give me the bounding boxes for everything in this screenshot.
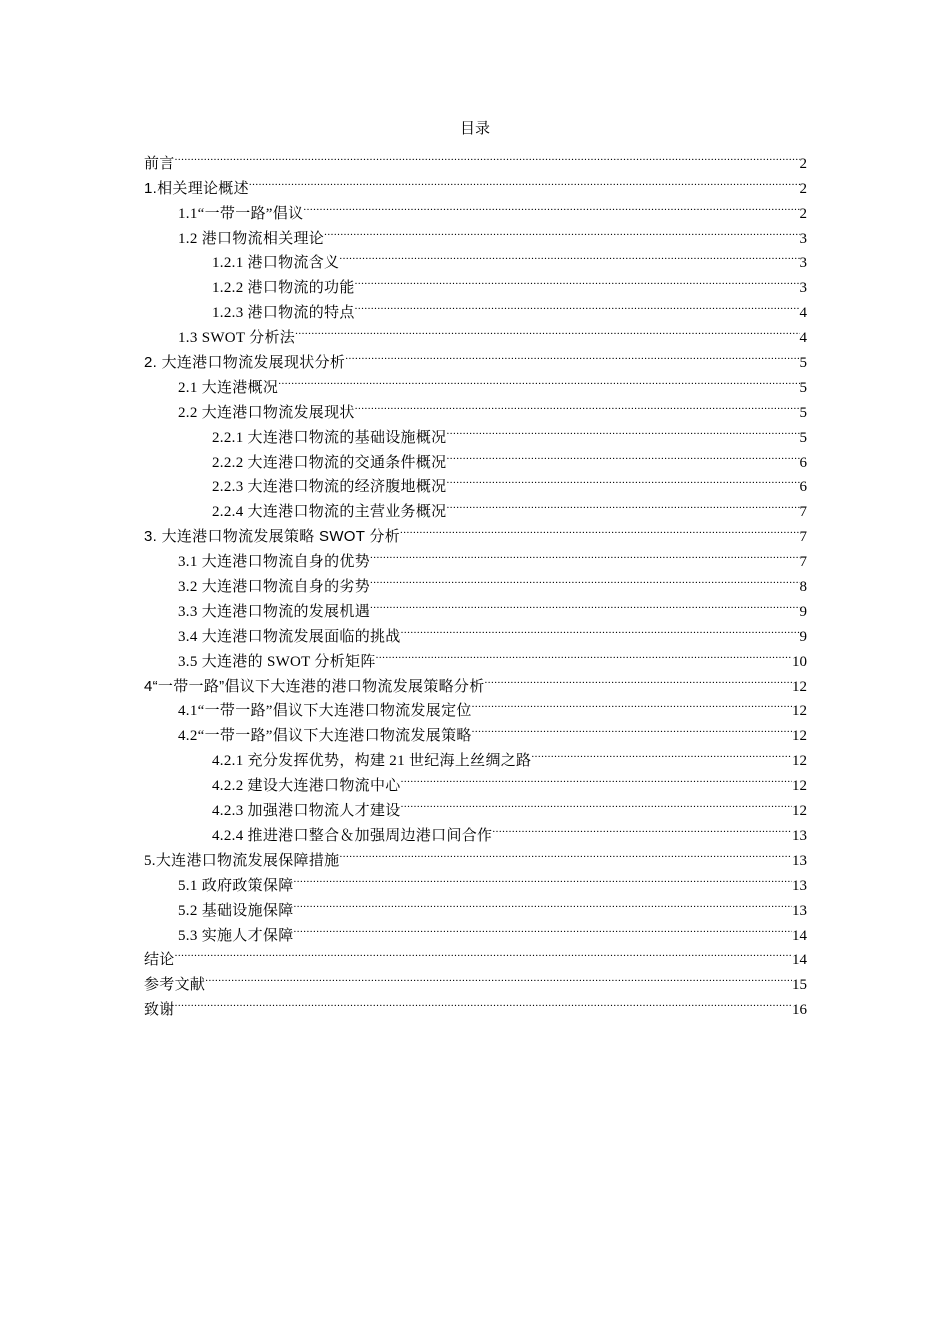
toc-dot-leader <box>249 168 800 193</box>
toc-dot-leader <box>175 143 800 168</box>
toc-dot-leader <box>294 890 792 915</box>
toc-entry-page-number: 3 <box>799 280 807 297</box>
toc-entry-text: 2.2.3 大连港口物流的经济腹地概况 <box>212 479 447 496</box>
toc-dot-leader <box>446 467 799 492</box>
toc-entry-page-number: 4 <box>799 305 807 322</box>
toc-dot-leader <box>446 442 799 467</box>
toc-entry-text: 4.2.4 推进港口整合＆加强周边港口间合作 <box>212 827 493 844</box>
toc-entry[interactable] <box>144 143 807 172</box>
toc-entry-text: 结论 <box>144 952 175 969</box>
toc-title: 目录 <box>459 121 490 137</box>
toc-entry-page-number: 9 <box>799 603 807 620</box>
toc-entry-text: 5.大连港口物流发展保障措施 <box>144 852 340 869</box>
toc-dot-leader <box>205 964 792 989</box>
toc-entry-text: 3.4 大连港口物流发展面临的挑战 <box>178 628 401 645</box>
toc-dot-leader <box>370 591 799 616</box>
toc-dot-leader <box>446 417 799 442</box>
toc-entry-page-number: 8 <box>799 579 807 596</box>
toc-entry-text: 2.1 大连港概况 <box>178 379 279 396</box>
toc-dot-leader <box>175 940 792 965</box>
toc-entry-page-number: 2 <box>799 180 807 197</box>
toc-dot-leader <box>401 790 792 815</box>
toc-entry-text: 4“一带一路”倡议下大连港的港口物流发展策略分析 <box>144 677 485 695</box>
toc-entry-page-number: 5 <box>799 379 807 396</box>
toc-entry[interactable] <box>144 964 807 994</box>
toc-entry-text: 前言 <box>144 154 175 172</box>
toc-entry-page-number: 9 <box>799 628 807 645</box>
toc-entry-text: 5.2 基础设施保障 <box>178 902 294 919</box>
toc-entry-page-number: 13 <box>792 877 807 894</box>
toc-dot-leader <box>370 541 799 566</box>
toc-entry-text: 1.2 港口物流相关理论 <box>178 230 325 247</box>
toc-entry[interactable] <box>144 168 807 197</box>
toc-dot-leader <box>278 367 799 392</box>
toc-entry-page-number: 13 <box>792 902 807 919</box>
toc-entry-page-number: 13 <box>792 852 807 869</box>
toc-entry-text: 1.相关理论概述 <box>144 179 249 197</box>
toc-entry-page-number: 3 <box>799 255 807 272</box>
toc-dot-leader <box>175 989 792 1014</box>
toc-entry-page-number: 12 <box>792 803 807 820</box>
table-of-contents <box>144 143 807 1019</box>
toc-entry-page-number: 2 <box>799 205 807 222</box>
toc-entry-text: 3.5 大连港的 SWOT 分析矩阵 <box>178 653 376 670</box>
toc-entry-page-number: 10 <box>792 653 807 670</box>
toc-entry-text: 4.1“一带一路”倡议下大连港口物流发展定位 <box>178 703 472 720</box>
toc-entry-text: 1.1“一带一路”倡议 <box>178 205 304 222</box>
toc-entry-page-number: 14 <box>792 927 807 944</box>
toc-entry-page-number: 15 <box>792 977 807 994</box>
toc-entry-text: 2.2 大连港口物流发展现状 <box>178 404 355 421</box>
toc-dot-leader <box>485 666 792 691</box>
toc-entry-text: 4.2“一带一路”倡议下大连港口物流发展策略 <box>178 728 472 745</box>
toc-entry-text: 3.1 大连港口物流自身的优势 <box>178 554 371 571</box>
toc-entry-text: 参考文献 <box>144 976 206 994</box>
toc-entry-page-number: 3 <box>799 230 807 247</box>
toc-dot-leader <box>531 740 792 765</box>
toc-dot-leader <box>472 715 792 740</box>
toc-entry-page-number: 4 <box>799 330 807 347</box>
toc-entry-text: 4.2.1 充分发挥优势，构建 21 世纪海上丝绸之路 <box>212 753 532 770</box>
toc-dot-leader <box>294 865 792 890</box>
toc-entry-page-number: 16 <box>792 1002 807 1019</box>
toc-entry-page-number: 12 <box>792 753 807 770</box>
toc-dot-leader <box>355 292 800 317</box>
toc-entry-page-number: 5 <box>799 429 807 446</box>
toc-dot-leader <box>401 616 800 641</box>
toc-entry-page-number: 5 <box>799 404 807 421</box>
toc-entry-page-number: 7 <box>799 554 807 571</box>
toc-entry-text: 5.3 实施人才保障 <box>178 927 294 944</box>
toc-entry-text: 3.3 大连港口物流的发展机遇 <box>178 603 371 620</box>
toc-dot-leader <box>295 317 799 342</box>
toc-entry-page-number: 12 <box>792 778 807 795</box>
toc-entry-text: 4.2.2 建设大连港口物流中心 <box>212 778 401 795</box>
toc-dot-leader <box>355 267 800 292</box>
toc-entry-text: 1.2.1 港口物流含义 <box>212 255 340 272</box>
toc-dot-leader <box>446 491 799 516</box>
toc-entry-text: 3. 大连港口物流发展策略 SWOT 分析 <box>144 528 401 546</box>
toc-dot-leader <box>339 243 799 268</box>
toc-entry-text: 4.2.3 加强港口物流人才建设 <box>212 803 401 820</box>
toc-entry[interactable] <box>144 940 807 969</box>
toc-dot-leader <box>294 915 792 940</box>
toc-entry-text: 1.2.2 港口物流的功能 <box>212 280 355 297</box>
toc-entry[interactable] <box>144 989 807 1019</box>
toc-entry-text: 2. 大连港口物流发展现状分析 <box>144 354 346 372</box>
toc-dot-leader <box>370 566 799 591</box>
toc-dot-leader <box>345 342 799 367</box>
toc-entry-page-number: 14 <box>792 952 807 969</box>
toc-dot-leader <box>400 516 799 541</box>
toc-entry-text: 2.2.2 大连港口物流的交通条件概况 <box>212 454 447 471</box>
toc-entry-page-number: 13 <box>792 827 807 844</box>
toc-dot-leader <box>303 193 799 218</box>
toc-entry-page-number: 6 <box>799 479 807 496</box>
toc-dot-leader <box>355 392 800 417</box>
toc-entry-page-number: 2 <box>799 155 807 172</box>
toc-dot-leader <box>492 815 792 840</box>
toc-entry-text: 1.2.3 港口物流的特点 <box>212 305 355 322</box>
toc-entry-text: 致谢 <box>144 1001 175 1019</box>
toc-entry-text: 3.2 大连港口物流自身的劣势 <box>178 579 371 596</box>
toc-dot-leader <box>401 765 792 790</box>
toc-dot-leader <box>472 691 792 716</box>
toc-entry-page-number: 7 <box>799 504 807 521</box>
toc-entry-page-number: 12 <box>792 703 807 720</box>
toc-entry-page-number: 7 <box>799 529 807 546</box>
toc-dot-leader <box>376 641 792 666</box>
toc-dot-leader <box>324 218 799 243</box>
toc-entry-page-number: 12 <box>792 678 807 695</box>
toc-entry-page-number: 6 <box>799 454 807 471</box>
toc-entry-text: 1.3 SWOT 分析法 <box>178 330 296 347</box>
toc-entry-page-number: 5 <box>799 355 807 372</box>
toc-entry-page-number: 12 <box>792 728 807 745</box>
toc-entry-text: 5.1 政府政策保障 <box>178 877 294 894</box>
toc-dot-leader <box>339 840 792 865</box>
toc-entry-text: 2.2.1 大连港口物流的基础设施概况 <box>212 429 447 446</box>
toc-entry-text: 2.2.4 大连港口物流的主营业务概况 <box>212 504 447 521</box>
